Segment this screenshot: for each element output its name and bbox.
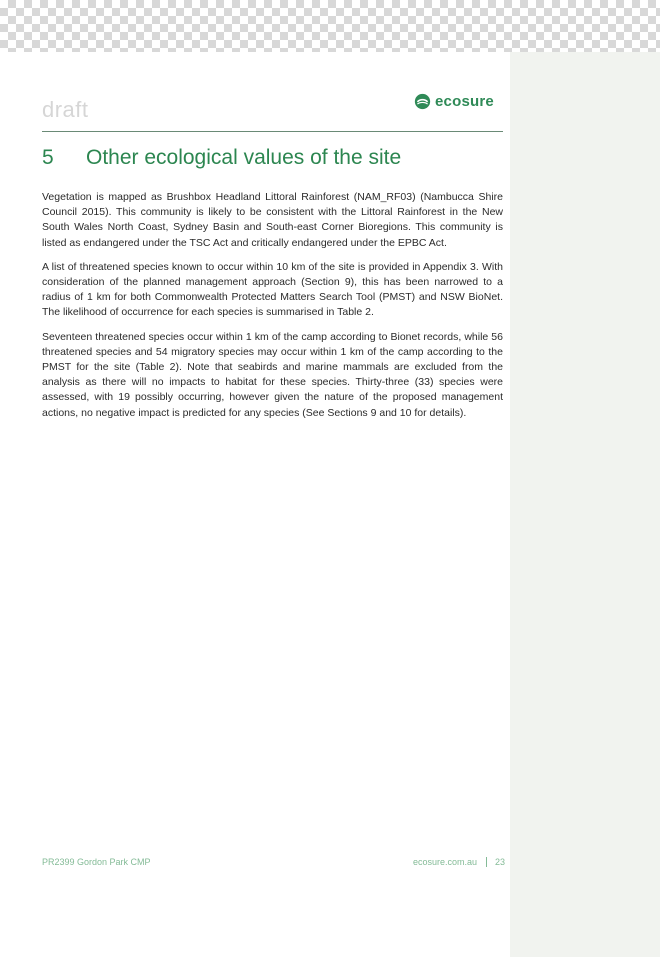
page-margin-panel: [510, 52, 660, 957]
ecosure-logo: [414, 93, 494, 110]
footer-website: ecosure.com.au: [413, 857, 478, 867]
logo-wordmark: ecosure: [435, 93, 494, 110]
footer-right: [413, 857, 505, 867]
paragraph-species-assessment: Seventeen threatened species occur within 1 km of the camp according to Bionet records, while 56 threatened species and 54 migratory species may occur within 1 km of the camp according to the PMST for the site (Table 2). Note that seabirds and marine mammals are excluded from the analysis as there will no impacts to habitat for these species. Thirty-three (33) species were assessed, with 19 possibly occurring, however given the nature of the proposed management actions, no negative impact is predicted for any species (See Sections 9 and 10 for details).: [42, 330, 503, 419]
footer-separator: [486, 857, 487, 867]
section-title: Other ecological values of the site: [86, 146, 402, 169]
paragraph-threatened-species-list: A list of threatened species known to occur within 10 km of the site is provided in Appendix 3. With consideration of the planned management approach (Section 9), this has been narrowed to a radius of 1 km for both Commonwealth Protected Matters Search Tool (PMST) and NSW BioNet. The likelihood of occurrence for each species is summarised in Table 2.: [42, 260, 503, 319]
section-number: 5: [42, 146, 54, 169]
section-heading: [42, 146, 401, 170]
body-text: [42, 190, 503, 430]
header-divider: [42, 131, 503, 132]
page-number: 23: [495, 857, 506, 867]
footer-document-ref: PR2399 Gordon Park CMP: [42, 857, 151, 867]
draft-watermark: draft: [42, 97, 89, 122]
paragraph-vegetation: Vegetation is mapped as Brushbox Headland Littoral Rainforest (NAM_RF03) (Nambucca Shire Council 2015). This community is likely to be consistent with the Littoral Rainforest in the New South Wales North Coast, Sydney Basin and South-east Corner Bioregions. This community is listed as endangered under the TSC Act and critically endangered under the EPBC Act.: [42, 191, 503, 249]
ecosure-logo-icon: [414, 93, 431, 110]
